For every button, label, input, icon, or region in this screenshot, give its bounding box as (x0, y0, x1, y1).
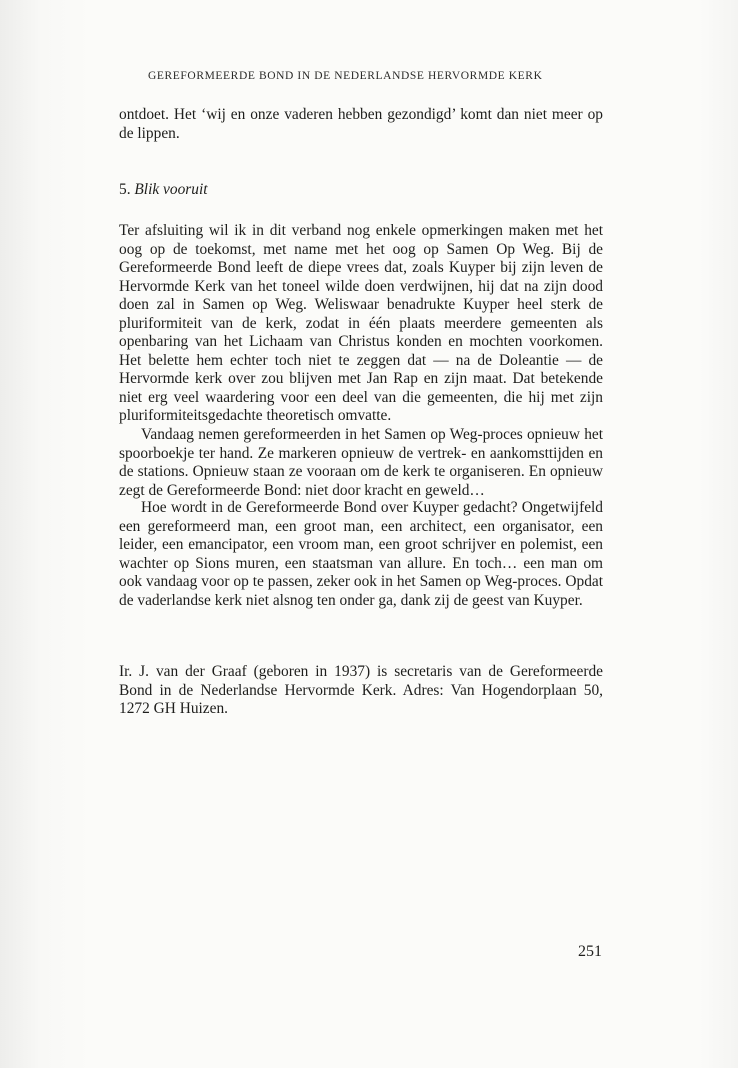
page-number: 251 (578, 943, 602, 960)
author-note: Ir. J. van der Graaf (geboren in 1937) is secretaris van de Gereformeerde Bond in de Nederlandse Hervormde Kerk. Adres: Van Hogendorplaan 50, 1272 GH Huizen. (119, 663, 603, 717)
body-paragraph: Vandaag nemen gereformeerden in het Samen op Weg-proces opnieuw het spoorboekje ter hand. Ze markeren opnieuw de vertrek- en aankomsttijden en de stations. Opnieuw staan ze vooraan om de kerk te organiseren. En opnieuw zegt de Gereformeerde Bond: niet door kracht en geweld… (119, 426, 603, 499)
section-number: 5. (119, 181, 131, 198)
section-title: Blik vooruit (134, 181, 208, 198)
running-header: GEREFORMEERDE BOND IN DE NEDERLANDSE HERVORMDE KERK (148, 70, 543, 82)
intro-paragraph: ontdoet. Het ‘wij en onze vaderen hebben gezondigd’ komt dan niet meer op de lippen. (119, 106, 603, 142)
body-paragraph: Hoe wordt in de Gereformeerde Bond over Kuyper gedacht? Ongetwijfeld een gereformeerd man, een groot man, een architect, een organisator, een leider, een emancipator, een vroom man, een groot schrijver en polemist, een wachter op Sions muren, een staatsman van allure. En toch… een man om ook vandaag voor op te passen, zeker ook in het Samen op Weg-proces. Opdat de vaderlandse kerk niet alsnog ten onder ga, dank zij de geest van Kuyper. (119, 499, 603, 609)
body-paragraph: Ter afsluiting wil ik in dit verband nog enkele opmerkingen maken met het oog op de toekomst, met name met het oog op Samen Op Weg. Bij de Gereformeerde Bond leeft de diepe vrees dat, zoals Kuyper bij zijn leven de Hervormde Kerk van het toneel wilde doen verdwijnen, hij dat na zijn dood doen zal in Samen op Weg. Weliswaar benadrukte Kuyper heel sterk de pluriformiteit van de kerk, zodat in één plaats meerdere gemeenten als openbaring van het Lichaam van Christus konden en mochten voorkomen. Het belette hem echter toch niet te zeggen dat — na de Doleantie — de Hervormde kerk over zou blijven met Jan Rap en zijn maat. Dat betekende niet erg veel waardering voor een deel van die gemeenten, die hij met zijn pluriformiteitsgedachte theoretisch omvatte. (119, 222, 603, 424)
section-heading (119, 181, 208, 199)
